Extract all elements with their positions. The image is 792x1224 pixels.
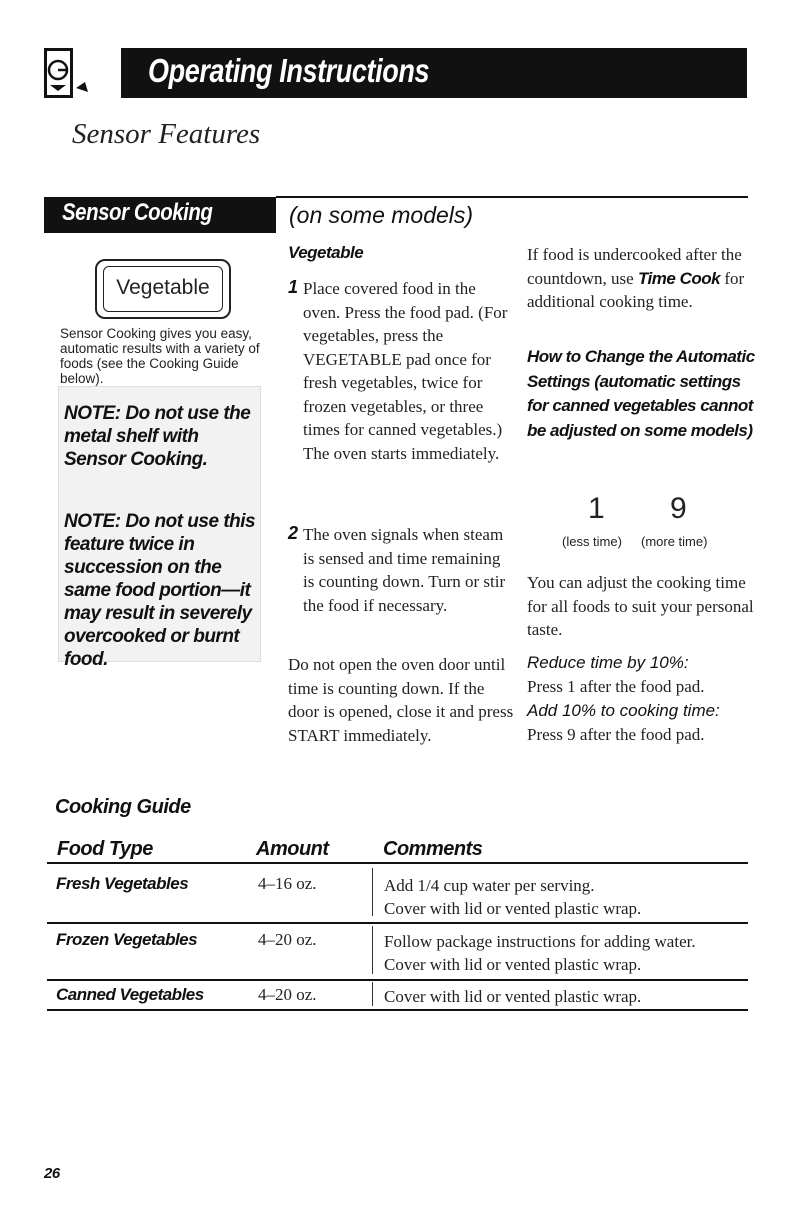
column-header-amount: Amount bbox=[256, 838, 329, 860]
step-2-number: 2 bbox=[288, 523, 298, 543]
step-1-number: 1 bbox=[288, 277, 298, 297]
table-row-comment: Cover with lid or vented plastic wrap. bbox=[384, 987, 642, 1006]
note-twice-in-succession: NOTE: Do not use this feature twice in succession on the same food portion—it may result in severely overcooked or burnt food. bbox=[64, 511, 256, 670]
undercooked-text-2: for additional cooking time. bbox=[527, 268, 745, 311]
pad-key-1: 1 bbox=[588, 492, 605, 525]
door-paragraph: Do not open the oven door until time is counting down. If the door is opened, close it and press START immediately. bbox=[288, 655, 514, 745]
table-row-amount: 4–20 oz. bbox=[258, 930, 317, 949]
table-row-food: Frozen Vegetables bbox=[56, 930, 198, 949]
pad-key-9: 9 bbox=[670, 492, 687, 525]
sensor-cooking-tab-label: Sensor Cooking bbox=[62, 199, 213, 226]
how-to-change-heading: How to Change the Automatic Settings (automatic settings for canned vegetables cannot be adjusted on some models) bbox=[527, 347, 755, 440]
sensor-cooking-tab bbox=[44, 197, 276, 233]
vegetable-heading: Vegetable bbox=[288, 243, 364, 262]
pad-key-1-label: (less time) bbox=[562, 534, 622, 549]
column-header-comments: Comments bbox=[383, 838, 483, 860]
vegetable-pad-label: Vegetable bbox=[116, 276, 210, 299]
table-bottom-rule bbox=[47, 1009, 748, 1011]
column-divider bbox=[372, 926, 373, 974]
page-number: 26 bbox=[44, 1165, 60, 1182]
page-header-title: Operating Instructions bbox=[148, 52, 430, 89]
table-row-food: Fresh Vegetables bbox=[56, 874, 189, 893]
note-metal-shelf: NOTE: Do not use the metal shelf with Sensor Cooking. bbox=[64, 403, 251, 470]
step-1-text: Place covered food in the oven. Press the food pad. (For vegetables, press the VEGETABLE pad once for fresh vegetables, twice for frozen vegetables, or three times for canned vegetables.) The oven starts immediately. bbox=[303, 279, 508, 463]
table-row-rule bbox=[47, 922, 748, 924]
table-row-comment: Cover with lid or vented plastic wrap. bbox=[384, 955, 642, 974]
table-row-amount: 4–16 oz. bbox=[258, 874, 317, 893]
pad-key-9-label: (more time) bbox=[641, 534, 708, 549]
section-divider bbox=[276, 196, 748, 198]
column-divider bbox=[372, 982, 373, 1006]
pad-caption: Sensor Cooking gives you easy, automatic results with a variety of foods (see the Cooking Guide below). bbox=[60, 326, 260, 386]
adjust-paragraph: You can adjust the cooking time for all foods to suit your personal taste. bbox=[527, 573, 754, 639]
add-time-heading: Add 10% to cooking time: bbox=[527, 701, 720, 720]
reduce-time-heading: Reduce time by 10%: bbox=[527, 653, 689, 672]
add-time-text: Press 9 after the food pad. bbox=[527, 725, 705, 744]
cooking-guide-title: Cooking Guide bbox=[55, 796, 191, 818]
table-row-rule bbox=[47, 979, 748, 981]
oven-setup-icon bbox=[44, 48, 90, 98]
undercooked-paragraph bbox=[527, 243, 757, 314]
column-header-food-type: Food Type bbox=[57, 838, 153, 860]
reduce-time-text: Press 1 after the food pad. bbox=[527, 677, 705, 696]
models-subtitle: (on some models) bbox=[289, 202, 474, 228]
table-row-comment: Add 1/4 cup water per serving. bbox=[384, 876, 595, 895]
table-row-amount: 4–20 oz. bbox=[258, 985, 317, 1004]
step-2-text: The oven signals when steam is sensed and time remaining is counting down. Turn or stir the food if necessary. bbox=[303, 525, 506, 615]
time-cook-emphasis: Time Cook bbox=[637, 268, 721, 288]
undercooked-text-1: If food is undercooked after the countdown, use bbox=[527, 245, 742, 288]
section-title: Sensor Features bbox=[72, 118, 261, 150]
table-row-food: Canned Vegetables bbox=[56, 985, 204, 1004]
column-divider bbox=[372, 868, 373, 916]
table-header-rule bbox=[47, 862, 748, 864]
table-row-comment: Follow package instructions for adding water. bbox=[384, 932, 696, 951]
table-row-comment: Cover with lid or vented plastic wrap. bbox=[384, 899, 642, 918]
